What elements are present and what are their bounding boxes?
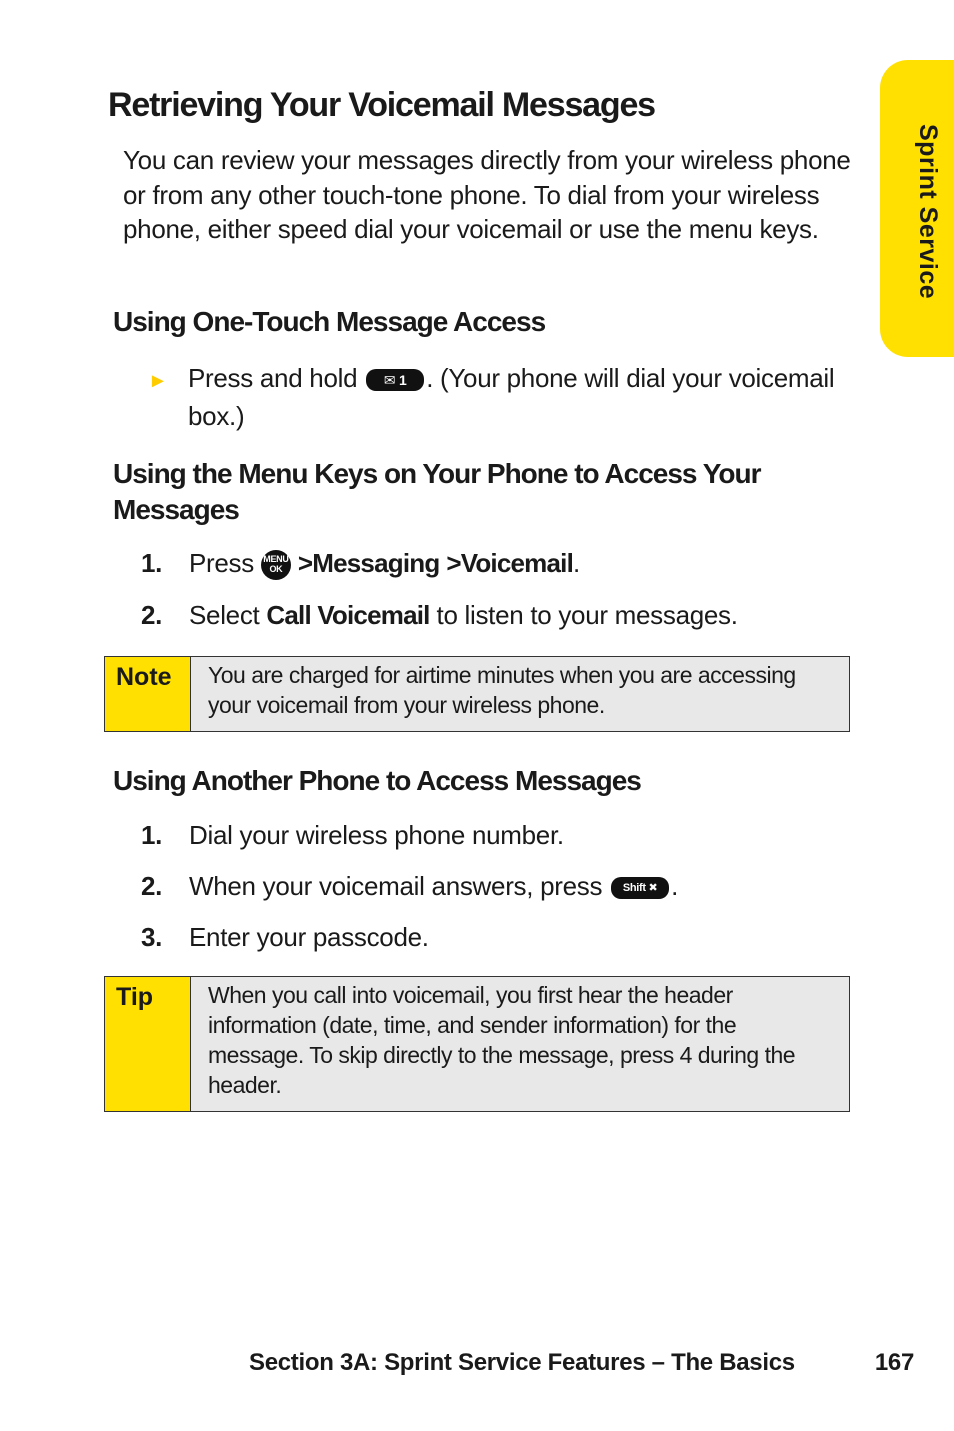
step-number: 1. [141,548,163,578]
shift-key-icon: Shift ✖ [611,877,669,899]
menu-path-voicemail: Voicemail [460,548,573,578]
sep-2: > [446,548,461,578]
page-number: 167 [874,1349,914,1376]
step-pre-text: Press [189,548,254,578]
note-label: Note [105,657,191,731]
bullet-text [188,359,856,435]
step-post-text: . [573,548,580,578]
another-step-1 [141,818,861,852]
menu-path-messaging: Messaging [312,548,440,578]
step-text: Enter your passcode. [189,922,429,952]
another-step-2 [141,869,861,903]
step-number: 2. [141,600,163,630]
step-pre-text: When your voicemail answers, press [189,871,603,901]
tip-box [104,976,850,1112]
step-number: 2. [141,871,163,901]
step-number: 3. [141,922,163,952]
sep-1: > [297,548,313,578]
page-footer [249,1349,914,1377]
bullet-arrow-icon: ► [148,370,168,392]
page-title: Retrieving Your Voicemail Messages [108,86,655,124]
heading-another-phone: Using Another Phone to Access Messages [113,765,641,796]
bullet-item [148,359,868,435]
step-text: Dial your wireless phone number. [189,820,564,850]
heading-one-touch: Using One-Touch Message Access [113,306,546,337]
bullet-post-text: . (Your phone will dial your voicemail box.) [188,363,835,431]
footer-section-title: Section 3A: Sprint Service Features – The Basics [249,1349,795,1376]
step-post-text: to listen to your messages. [436,600,738,630]
heading-menu-keys: Using the Menu Keys on Your Phone to Access Your Messages [113,458,761,525]
menu-ok-key-icon: MENU OK [261,550,291,580]
bullet-pre-text: Press and hold [188,363,358,393]
tip-text: When you call into voicemail, you first hear the header information (date, time, and sender information) for the message. To skip directly to the message, press 4 during the header. [208,982,796,1098]
step-post-text: . [671,871,679,901]
menu-step-1 [141,546,861,580]
step-number: 1. [141,820,163,850]
voicemail-key-icon: ✉ 1 [366,369,424,391]
tip-label: Tip [105,977,191,1111]
note-box [104,656,850,732]
call-voicemail-label: Call Voicemail [266,600,430,630]
note-text: You are charged for airtime minutes when you are accessing your voicemail from your wireless phone. [208,662,796,718]
intro-paragraph: You can review your messages directly from your wireless phone or from any other touch-tone phone. To dial from your wireless phone, either speed dial your voicemail or use the menu keys. [123,145,851,244]
another-step-3 [141,920,861,954]
menu-step-2 [141,598,861,632]
step-pre-text: Select [189,600,260,630]
side-tab-label: Sprint Service [914,124,942,300]
